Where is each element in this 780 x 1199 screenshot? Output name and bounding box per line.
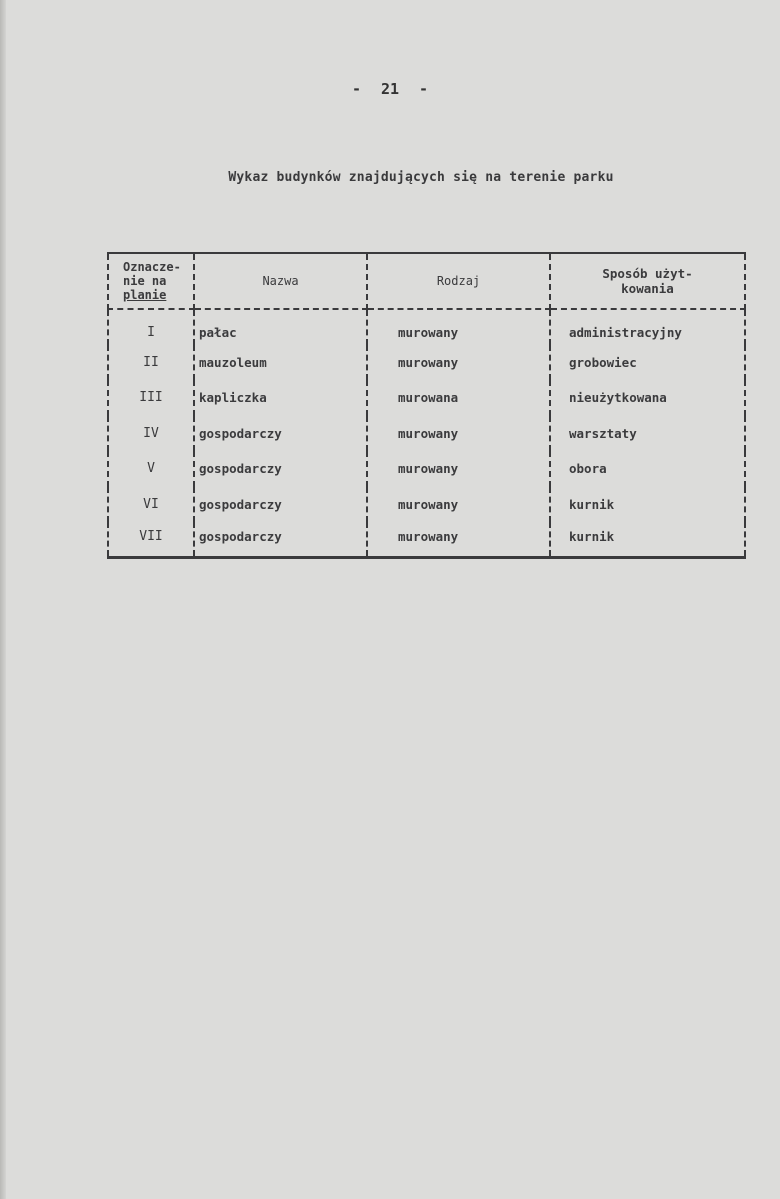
page-number-dash-right: - <box>419 80 429 98</box>
buildings-table <box>107 252 746 559</box>
header-code-line3: planie <box>123 288 167 302</box>
header-use-line1: Sposób użyt- <box>602 266 693 281</box>
cell-name: gospodarczy <box>194 487 367 523</box>
buildings-table-wrapper <box>107 252 744 577</box>
cell-code: I <box>108 309 194 345</box>
table-header-row <box>108 253 745 309</box>
cell-kind: murowany <box>367 451 550 487</box>
cell-name: gospodarczy <box>194 522 367 558</box>
cell-kind: murowany <box>367 345 550 381</box>
cell-code: VI <box>108 487 194 523</box>
cell-code: VII <box>108 522 194 558</box>
cell-code: IV <box>108 416 194 452</box>
cell-use: kurnik <box>550 522 745 558</box>
cell-name: pałac <box>194 309 367 345</box>
table-row <box>108 345 745 381</box>
cell-name: mauzoleum <box>194 345 367 381</box>
page-number: 21 <box>380 80 400 98</box>
cell-name: kapliczka <box>194 380 367 416</box>
header-kind: Rodzaj <box>367 253 550 309</box>
cell-kind: murowany <box>367 309 550 345</box>
cell-name: gospodarczy <box>194 451 367 487</box>
header-use <box>550 253 745 309</box>
page-number-line <box>0 80 780 98</box>
cell-use: administracyjny <box>550 309 745 345</box>
header-code-line2: nie na <box>123 274 167 288</box>
cell-kind: murowana <box>367 380 550 416</box>
table-row <box>108 309 745 345</box>
table-row <box>108 451 745 487</box>
cell-kind: murowany <box>367 487 550 523</box>
cell-code: III <box>108 380 194 416</box>
cell-use: warsztaty <box>550 416 745 452</box>
page-number-dash-left: - <box>351 80 361 98</box>
cell-kind: murowany <box>367 522 550 558</box>
page-title: Wykaz budynków znajdujących się na terenie parku <box>228 170 614 185</box>
cell-use: grobowiec <box>550 345 745 381</box>
header-use-line2: kowania <box>621 281 674 296</box>
cell-use: kurnik <box>550 487 745 523</box>
table-row <box>108 487 745 523</box>
cell-kind: murowany <box>367 416 550 452</box>
cell-name: gospodarczy <box>194 416 367 452</box>
table-row <box>108 380 745 416</box>
table-row <box>108 416 745 452</box>
cell-use: nieużytkowana <box>550 380 745 416</box>
cell-code: II <box>108 345 194 381</box>
cell-code: V <box>108 451 194 487</box>
table-row <box>108 522 745 558</box>
header-code-line1: Oznacze- <box>123 260 181 274</box>
header-name: Nazwa <box>194 253 367 309</box>
cell-use: obora <box>550 451 745 487</box>
header-code <box>108 253 194 309</box>
